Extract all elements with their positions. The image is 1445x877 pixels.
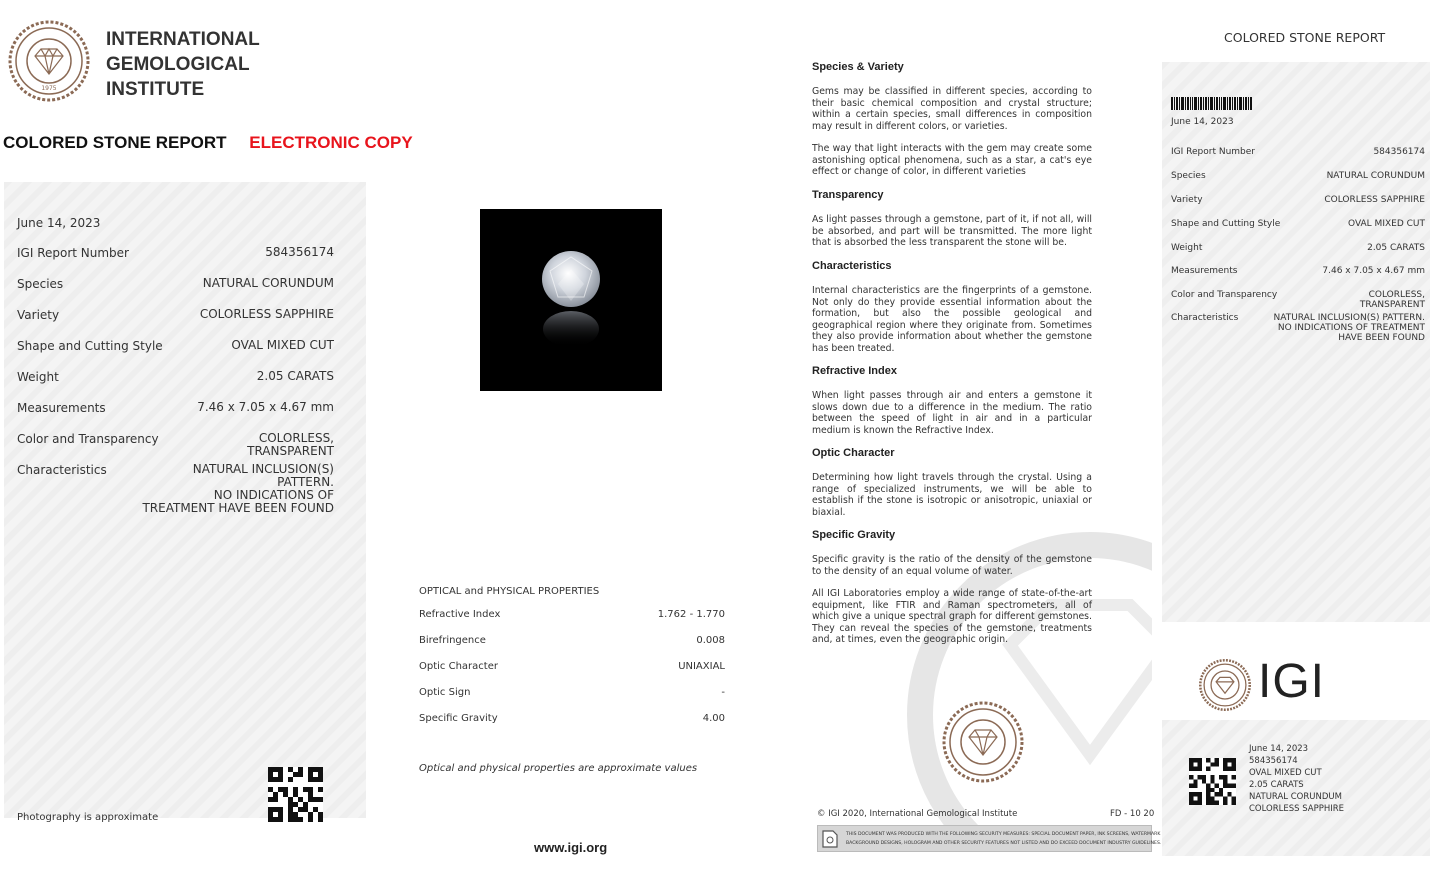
info-para-optic-character: Determining how light travels through the crystal. Using a range of specialized instruments, we will be able to establish if the stone is isotropic or anisotropic, uniaxial or biaxial. [812,472,1092,518]
detail-value: NATURAL CORUNDUM [202,276,334,290]
qr-code-icon [268,767,323,822]
stub-value: NATURAL CORUNDUM [1326,171,1425,181]
info-heading-optic-character: Optic Character [812,447,895,459]
website-link[interactable]: www.igi.org [534,840,608,855]
igi-seal-small-icon [942,701,1024,783]
property-key: Optic Character [419,661,498,672]
info-para-transparency: As light passes through a gemstone, part of it, if not all, will be absorbed, and part will be transmitted. The more light that is absorbed the less transparent the stone will be. [812,214,1092,248]
electronic-copy-label: ELECTRONIC COPY [249,133,413,152]
institute-line3: INSTITUTE [106,79,205,100]
info-heading-refractive-index: Refractive Index [812,365,897,377]
mini-summary [1249,743,1344,815]
property-value: 4.00 [702,713,725,724]
security-strip [817,825,1162,852]
mini-line: 2.05 CARATS [1249,780,1304,790]
photo-note: Photography is approximate [17,812,159,823]
mini-line: COLORLESS SAPPHIRE [1249,804,1345,814]
info-para-characteristics: Internal characteristics are the fingerprints of a gemstone. Not only do they provide essential information about the formation, but also the possible geological and geographical region where they originate from. Sometimes they also provide information about whether the gemstone has been treated. [812,285,1092,354]
stub-key: Color and Transparency [1171,290,1278,300]
detail-key: IGI Report Number [17,246,129,260]
institute-line2: GEMOLOGICAL [106,54,250,75]
detail-key: Shape and Cutting Style [17,339,163,353]
detail-key: Variety [17,308,60,322]
copyright-text: © IGI 2020, International Gemological Institute [817,809,1018,819]
stub-value: 584356174 [1373,147,1425,157]
detail-value: 584356174 [265,245,334,259]
stub-key: Shape and Cutting Style [1171,219,1281,229]
detail-value: COLORLESS, TRANSPARENT [247,431,334,458]
property-key: Specific Gravity [419,713,498,724]
document-security-icon [822,830,838,848]
stub-key: Weight [1171,243,1203,253]
detail-value: OVAL MIXED CUT [231,338,334,352]
barcode-icon [1171,97,1253,110]
info-para-refractive-index: When light passes through air and enters a gemstone it slows down due to a difference in the medium. The ratio between the speed of light in air and in a particular medium is known the Refractive Index. [812,390,1092,436]
mini-line: June 14, 2023 [1249,744,1309,754]
detail-value: NATURAL INCLUSION(S) PATTERN. NO INDICATIONS OF TREATMENT HAVE BEEN FOUND [142,462,334,515]
detail-key: Species [17,277,64,291]
detail-key: Characteristics [17,463,107,477]
properties-note: Optical and physical properties are approximate values [419,763,698,774]
stub-value: 7.46 x 7.05 x 4.67 mm [1322,266,1425,276]
properties-title: OPTICAL and PHYSICAL PROPERTIES [419,586,600,597]
stub-key: Species [1171,171,1206,181]
stub-value: COLORLESS, TRANSPARENT [1359,290,1425,310]
detail-value: 2.05 CARATS [256,369,334,383]
stub-key: Measurements [1171,266,1238,276]
info-heading-characteristics: Characteristics [812,260,892,272]
stub-key: Characteristics [1171,313,1239,323]
property-key: Birefringence [419,635,486,646]
detail-value: 7.46 x 7.05 x 4.67 mm [197,400,334,414]
property-value: UNIAXIAL [678,661,725,672]
info-heading-species: Species & Variety [812,61,904,73]
detail-key: Weight [17,370,59,384]
institute-line1: INTERNATIONAL [106,29,260,50]
info-heading-transparency: Transparency [812,189,884,201]
property-value: - [721,687,725,698]
security-line1: THIS DOCUMENT WAS PRODUCED WITH THE FOLLOWING SECURITY MEASURES: SPECIAL DOCUMENT PAPER, INK SCREENS, WATERMARK [846,832,1161,837]
stub-date: June 14, 2023 [1171,117,1234,127]
mini-line: OVAL MIXED CUT [1249,768,1322,778]
property-value: 0.008 [696,635,725,646]
detail-value: COLORLESS SAPPHIRE [199,307,334,321]
property-value: 1.762 - 1.770 [657,609,725,620]
report-date: June 14, 2023 [17,216,101,230]
stub-value: COLORLESS SAPPHIRE [1324,195,1425,205]
report-title [3,133,413,153]
igi-seal-brand-icon [1199,659,1251,711]
mini-line: NATURAL CORUNDUM [1249,792,1342,802]
svg-text:1975: 1975 [41,85,57,92]
info-para-specific-gravity-2: All IGI Laboratories employ a wide range of state-of-the-art equipment, like FTIR and Raman spectrometers, all of which give a unique spectral graph for different gemstones. They can reveal the species of the gemstone, treatments and, at times, even the geographic origin. [812,588,1092,645]
stub-key: Variety [1171,195,1203,205]
detail-key: Color and Transparency [17,432,159,446]
detail-key: Measurements [17,401,106,415]
info-para-species-1: Gems may be classified in different species, according to their basic chemical composition and crystal structure; within a certain species, small differences in composition may result in different colors, or varieties. [812,86,1092,132]
form-code: FD - 10 20 [1110,809,1155,819]
stub-value: OVAL MIXED CUT [1348,219,1425,229]
gem-photo [480,209,662,391]
property-key: Refractive Index [419,609,501,620]
stub-key: IGI Report Number [1171,147,1255,157]
qr-code-small-icon [1189,758,1236,805]
stub-title: COLORED STONE REPORT [1224,30,1386,45]
igi-brand-text: IGI [1258,655,1326,708]
gemstone-icon [480,209,662,391]
stub-value: NATURAL INCLUSION(S) PATTERN. NO INDICATIONS OF TREATMENT HAVE BEEN FOUND [1273,313,1425,343]
stub-value: 2.05 CARATS [1367,243,1425,253]
institute-name [106,27,260,102]
property-key: Optic Sign [419,687,471,698]
mini-line: 584356174 [1249,756,1298,766]
igi-seal-icon [8,20,90,102]
security-line2: BACKGROUND DESIGNS, HOLOGRAM AND OTHER SECURITY FEATURES NOT LISTED AND DO EXCEED DOCUMENT INDUSTRY GUIDELINES. [846,841,1162,846]
info-para-species-2: The way that light interacts with the gem may create some astonishing optical phenomena, such as a star, a cat's eye effect or change of color, in different varieties [812,143,1092,177]
info-heading-specific-gravity: Specific Gravity [812,529,896,541]
report-title-text: COLORED STONE REPORT [3,133,227,152]
info-para-specific-gravity-1: Specific gravity is the ratio of the density of the gemstone to the density of an equal volume of water. [812,554,1092,577]
